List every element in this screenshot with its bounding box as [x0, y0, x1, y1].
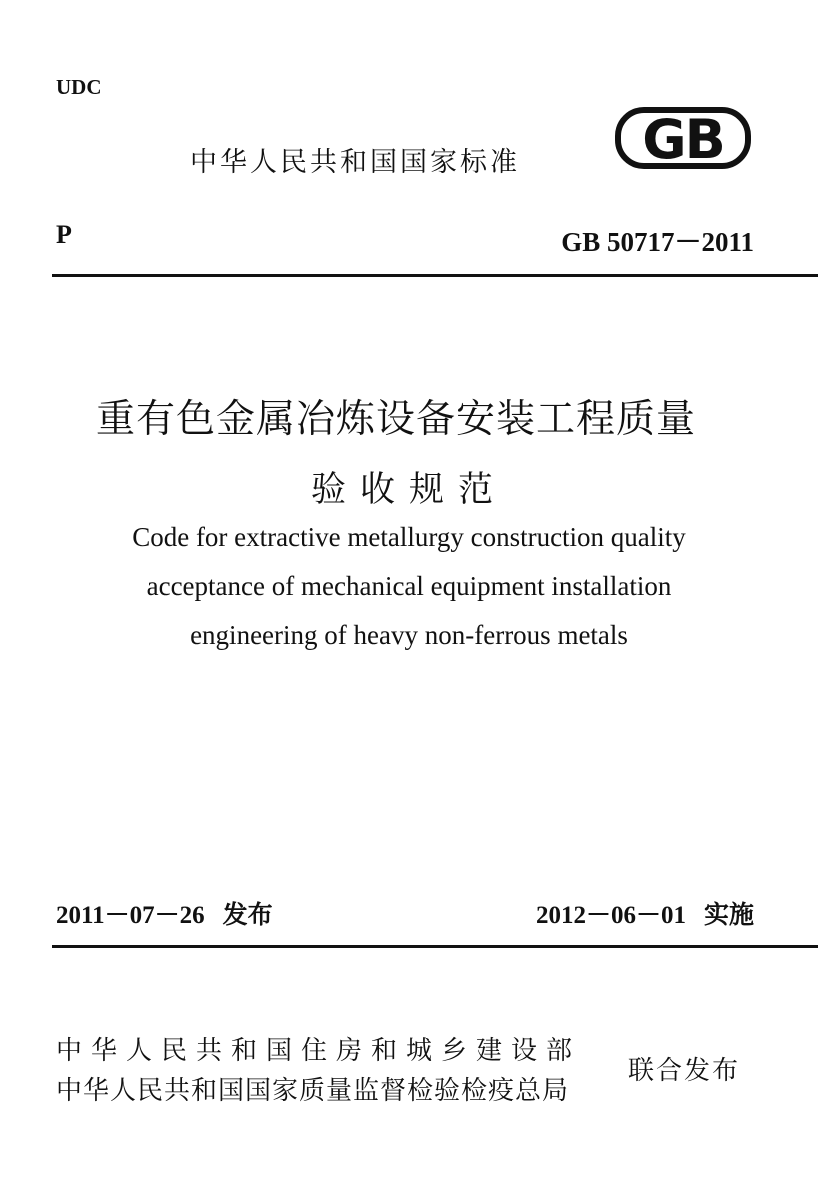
issue-date-block	[56, 895, 273, 931]
gb-logo	[612, 100, 754, 172]
title-en-line1: Code for extractive metallurgy construction quality	[132, 522, 686, 552]
title-en-line2: acceptance of mechanical equipment installation	[146, 571, 672, 601]
top-divider	[52, 274, 818, 277]
joint-publish-label: 联合发布	[628, 1056, 741, 1086]
implementation-label: 实施	[703, 900, 754, 929]
implementation-date: 2012－06－01	[535, 902, 686, 929]
standard-number: GB 50717－2011	[561, 227, 754, 257]
gb-logo-text: GB	[642, 108, 724, 171]
title-en-line3: engineering of heavy non-ferrous metals	[190, 620, 628, 650]
implementation-date-block	[536, 895, 754, 931]
udc-label: UDC	[56, 75, 102, 99]
bottom-divider	[52, 945, 818, 948]
issue-date: 2011－07－26	[56, 902, 205, 929]
publisher-line1: 中华人民共和国住房和城乡建设部	[56, 1036, 582, 1066]
classification-code: P	[56, 220, 72, 249]
issuer-title: 中华人民共和国国家标准	[190, 147, 520, 178]
publisher-line2: 中华人民共和国国家质量监督检验检疫总局	[56, 1076, 570, 1106]
issue-label: 发布	[222, 900, 273, 929]
title-cn-line2: 验收规范	[310, 470, 507, 509]
title-cn-line1: 重有色金属冶炼设备安装工程质量	[95, 398, 696, 441]
